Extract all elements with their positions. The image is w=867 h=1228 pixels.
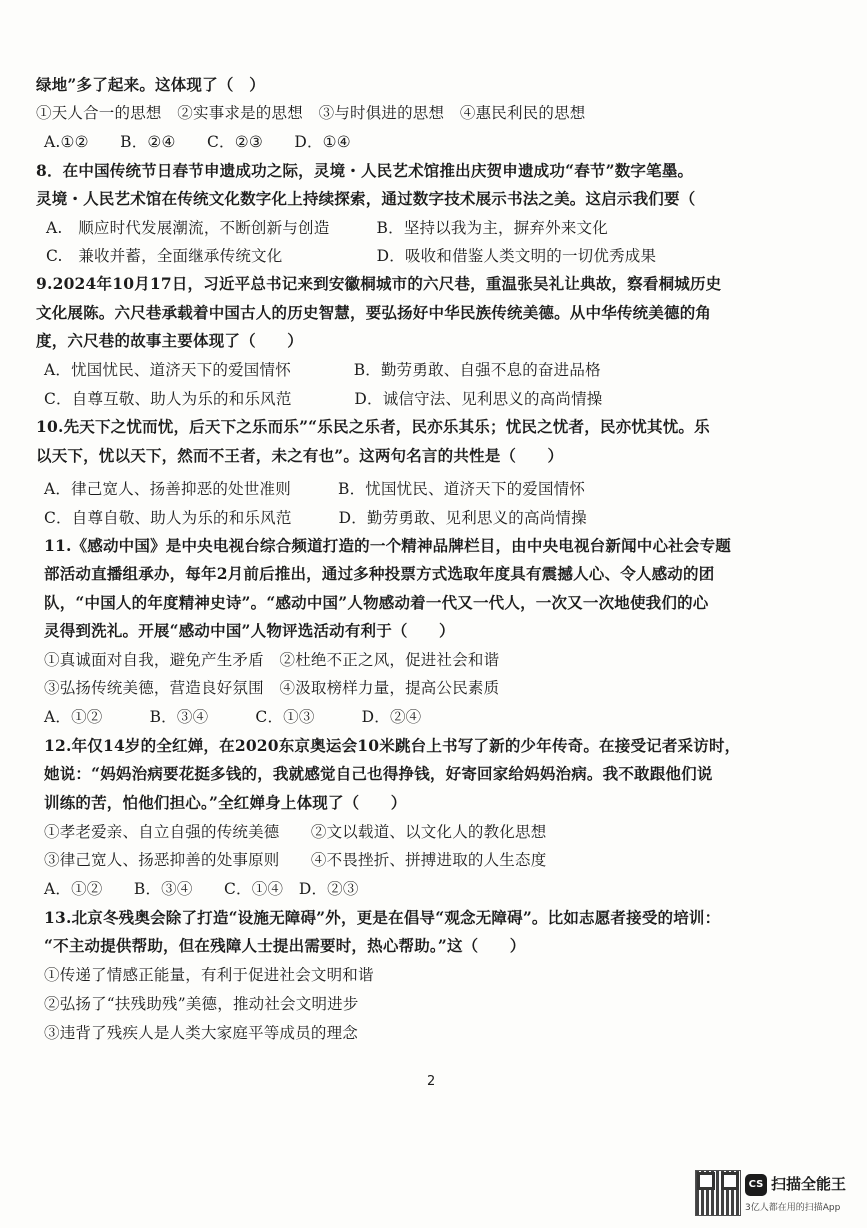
text-line: 文化展陈。六尺巷承载着中国古人的历史智慧，要弘扬好中华民族传统美德。从中华传统美德的角: [36, 303, 712, 322]
watermark-title: 扫描全能王: [771, 1175, 847, 1193]
text-line: A.①② B．②④ C．②③ D．①④: [44, 133, 351, 151]
text-line: ③律己宽人、扬恶抑善的处事原则 ④不畏挫折、拼搏进取的人生态度: [44, 851, 547, 869]
watermark-subtitle: 3亿人都在用的扫描App: [745, 1203, 841, 1213]
text-line: 绿地”多了起来。这体现了（ ）: [36, 75, 265, 94]
text-line: A．律己宽人、扬善抑恶的处世准则 B．忧国忧民、道济天下的爱国情怀: [44, 480, 586, 498]
question-10: 10.先天下之忧而忧，后天下之乐而乐”“乐民之乐者，民亦乐其乐；忧民之忧者，民亦忧其忧。乐: [36, 417, 710, 436]
qr-code-icon: [695, 1170, 741, 1216]
text-line: A．①② B．③④ C．①④ D．②③: [44, 880, 359, 898]
text-line: 灵得到洗礼。开展“感动中国”人物评选活动有利于（ ）: [44, 621, 455, 640]
text-line: ③违背了残疾人是人类大家庭平等成员的理念: [44, 1024, 359, 1042]
text-line: C．自尊互敬、助人为乐的和乐风范 D．诚信守法、见利思义的高尚情操: [44, 390, 603, 408]
scanner-watermark: [695, 1168, 865, 1224]
text-line: ①真诚面对自我，避免产生矛盾 ②杜绝不正之风，促进社会和谐: [44, 651, 500, 669]
question-8: 8．在中国传统节日春节申遗成功之际，灵境・人民艺术馆推出庆贺申遗成功“春节”数字笔墨。: [36, 161, 694, 180]
text-line: ①传递了情感正能量，有利于促进社会文明和谐: [44, 966, 374, 984]
text-line: 以天下，忧以天下，然而不王者，未之有也”。这两句名言的共性是（ ）: [36, 446, 564, 465]
page-number: 2: [427, 1074, 436, 1089]
text-line: 队，“中国人的年度精神史诗”。“感动中国”人物感动着一代又一代人，一次又一次地使我们的心: [44, 593, 709, 612]
text-line: A. 顺应时代发展潮流，不断创新与创造 B．坚持以我为主，摒弃外来文化: [46, 219, 608, 237]
text-line: 度，六尺巷的故事主要体现了（ ）: [36, 331, 303, 350]
text-line: 灵境・人民艺术馆在传统文化数字化上持续探索，通过数字技术展示书法之美。这启示我们要（: [36, 189, 696, 208]
cs-logo-icon: CS: [745, 1174, 767, 1196]
text-line: ②弘扬了“扶残助残”美德，推动社会文明进步: [44, 995, 359, 1013]
text-line: ③弘扬传统美德，营造良好氛围 ④汲取榜样力量，提高公民素质: [44, 679, 500, 697]
question-11: 11.《感动中国》是中央电视台综合频道打造的一个精神品牌栏目，由中央电视台新闻中心社会专题: [44, 536, 731, 555]
text-line: A．①② B．③④ C．①③ D．②④: [44, 708, 422, 726]
text-line: ①孝老爱亲、自立自强的传统美德 ②文以载道、以文化人的教化思想: [44, 823, 547, 841]
text-line: A．忧国忧民、道济天下的爱国情怀 B．勤劳勇敢、自强不息的奋进品格: [44, 361, 601, 379]
text-line: 部活动直播组承办，每年2月前后推出，通过多种投票方式选取年度具有震撼人心、令人感动的团: [44, 564, 715, 583]
text-line: ①天人合一的思想 ②实事求是的思想 ③与时俱进的思想 ④惠民利民的思想: [36, 104, 586, 122]
text-line: “不主动提供帮助，但在残障人士提出需要时，热心帮助。”这（ ）: [44, 936, 526, 955]
question-9: 9.2024年10月17日，习近平总书记来到安徽桐城市的六尺巷，重温张吴礼让典故，察看桐城历史: [36, 274, 722, 293]
question-13: 13.北京冬残奥会除了打造“设施无障碍”外，更是在倡导“观念无障碍”。比如志愿者接受的培训：: [44, 908, 721, 927]
text-line: C. 兼收并蓄，全面继承传统文化 D．吸收和借鉴人类文明的一切优秀成果: [46, 247, 657, 265]
question-12: 12.年仅14岁的全红婵，在2020东京奥运会10米跳台上书写了新的少年传奇。在接受记者采访时，: [44, 736, 741, 755]
text-line: C．自尊自敬、助人为乐的和乐风范 D．勤劳勇敢、见利思义的高尚情操: [44, 509, 587, 527]
text-line: 她说：“妈妈治病要花挺多钱的，我就感觉自己也得挣钱，好寄回家给妈妈治病。我不敢跟他们说: [44, 764, 713, 783]
text-line: 训练的苦，怕他们担心。”全红婵身上体现了（ ）: [44, 793, 407, 812]
